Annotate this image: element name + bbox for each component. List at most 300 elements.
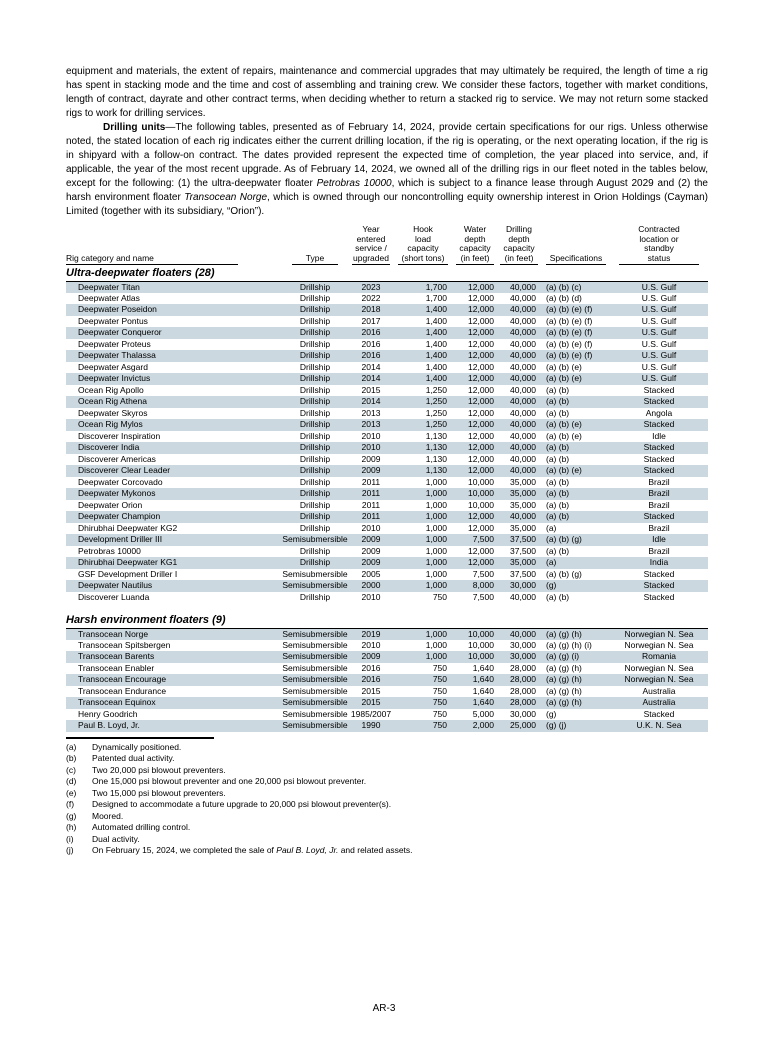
specifications-cell: (g) — [546, 580, 557, 591]
rig-type-cell: Drillship — [299, 350, 331, 361]
hook-load-cell: 1,400 — [425, 315, 447, 326]
hook-load-cell: 1,000 — [425, 499, 447, 510]
specifications-cell: (a) (b) (e) — [546, 430, 582, 441]
rig-type-cell: Drillship — [299, 361, 331, 372]
location-status-cell: Stacked — [643, 419, 675, 430]
column-header-drilling-depth: Drilling depth capacity (in feet) — [498, 225, 540, 265]
drilling-depth-cell: 40,000 — [510, 350, 536, 361]
hook-load-cell: 1,000 — [425, 476, 447, 487]
location-status-cell: Norwegian N. Sea — [624, 639, 694, 650]
drilling-depth-cell: 35,000 — [510, 476, 536, 487]
rig-name-cell: Transocean Enabler — [78, 662, 155, 673]
hook-load-cell: 1,130 — [425, 465, 447, 476]
hook-load-cell: 1,000 — [425, 534, 447, 545]
hook-load-cell: 1,000 — [425, 545, 447, 556]
hook-load-cell: 1,400 — [425, 338, 447, 349]
year-entered-cell: 1985/2007 — [350, 708, 392, 719]
specifications-cell: (a) (b) (e) — [546, 361, 582, 372]
year-entered-cell: 2009 — [361, 534, 381, 545]
year-entered-cell: 2015 — [361, 384, 381, 395]
hook-load-cell: 1,000 — [425, 511, 447, 522]
drilling-depth-cell: 40,000 — [510, 338, 536, 349]
rig-type-cell: Semisubmersible — [282, 534, 348, 545]
year-entered-cell: 2016 — [361, 338, 381, 349]
column-header-type: Type — [282, 225, 348, 265]
location-status-cell: U.S. Gulf — [641, 292, 677, 303]
specifications-cell: (a) (b) (g) — [546, 534, 582, 545]
year-entered-cell: 2015 — [361, 685, 381, 696]
water-depth-cell: 12,000 — [468, 465, 494, 476]
hook-load-cell: 1,000 — [425, 568, 447, 579]
rig-name-cell: Deepwater Champion — [78, 511, 161, 522]
water-depth-cell: 12,000 — [468, 292, 494, 303]
rig-type-cell: Drillship — [299, 281, 331, 292]
footnote-segment: On February 15, 2024, we completed the sale of — [92, 845, 277, 855]
footnote — [66, 834, 708, 846]
rig-name-cell: Deepwater Mykonos — [78, 488, 156, 499]
water-depth-cell: 12,000 — [468, 453, 494, 464]
water-depth-cell: 12,000 — [468, 361, 494, 372]
location-status-cell: U.K. N. Sea — [636, 720, 682, 731]
rig-type-cell: Drillship — [299, 292, 331, 303]
year-entered-cell: 2015 — [361, 697, 381, 708]
footnote-segment: Moored. — [92, 810, 124, 821]
water-depth-cell: 12,000 — [468, 419, 494, 430]
specifications-cell: (a) (b) — [546, 476, 570, 487]
table-row — [66, 316, 708, 328]
footnote-segment: Designed to accommodate a future upgrade to 20,000 psi blowout preventer(s). — [92, 799, 392, 809]
water-depth-cell: 12,000 — [468, 557, 494, 568]
document-page — [0, 65, 768, 1058]
drilling-depth-cell: 40,000 — [510, 292, 536, 303]
table-row — [66, 534, 708, 546]
footnote — [66, 811, 708, 823]
location-status-cell: U.S. Gulf — [641, 338, 677, 349]
specifications-cell: (a) (b) — [546, 442, 570, 453]
table-row — [66, 697, 708, 709]
table-row — [66, 686, 708, 698]
water-depth-cell: 12,000 — [468, 373, 494, 384]
location-status-cell: Stacked — [643, 384, 675, 395]
rig-name-cell: Discoverer Luanda — [78, 591, 150, 602]
rig-name-cell: Discoverer Americas — [78, 453, 156, 464]
rig-name-cell: Ocean Rig Mylos — [78, 419, 143, 430]
table-row — [66, 651, 708, 663]
location-status-cell: Brazil — [648, 488, 670, 499]
specifications-cell: (a) (b) — [546, 396, 570, 407]
drilling-depth-cell: 28,000 — [510, 697, 536, 708]
section-title: Harsh environment floaters (9) — [66, 612, 708, 628]
rig-name-cell: Deepwater Nautilus — [78, 580, 153, 591]
year-entered-cell: 2010 — [361, 522, 381, 533]
location-status-cell: India — [649, 557, 669, 568]
water-depth-cell: 10,000 — [468, 499, 494, 510]
water-depth-cell: 10,000 — [468, 651, 494, 662]
rig-name-cell: Deepwater Pontus — [78, 315, 148, 326]
drilling-depth-cell: 40,000 — [510, 361, 536, 372]
rig-name-cell: Development Driller III — [78, 534, 163, 545]
column-header-hook-load: Hook load capacity (short tons) — [394, 225, 452, 265]
footnotes — [66, 742, 708, 857]
footnote-text — [92, 811, 708, 823]
footnote-label: (h) — [66, 822, 77, 832]
footnote-text — [92, 742, 708, 754]
year-entered-cell: 2023 — [361, 281, 381, 292]
drilling-depth-cell: 40,000 — [510, 628, 536, 639]
rig-name-cell: Transocean Spitsbergen — [78, 639, 171, 650]
hook-load-cell: 1,250 — [425, 407, 447, 418]
rig-type-cell: Semisubmersible — [282, 628, 348, 639]
specifications-cell: (a) (b) — [546, 591, 570, 602]
specifications-cell: (a) — [546, 557, 557, 568]
table-row — [66, 385, 708, 397]
rig-type-cell: Drillship — [299, 384, 331, 395]
footnote-segment: Two 15,000 psi blowout preventers. — [92, 787, 226, 798]
footnote — [66, 799, 708, 811]
footnote-text — [92, 822, 708, 834]
drilling-depth-cell: 40,000 — [510, 442, 536, 453]
year-entered-cell: 2014 — [361, 396, 381, 407]
footnote — [66, 753, 708, 765]
hook-load-cell: 1,400 — [425, 304, 447, 315]
table-row — [66, 523, 708, 535]
hook-load-cell: 1,250 — [425, 419, 447, 430]
hook-load-cell: 750 — [432, 685, 447, 696]
specifications-cell: (a) (g) (h) (i) — [546, 639, 592, 650]
rig-name-cell: Deepwater Orion — [78, 499, 143, 510]
table-row — [66, 592, 708, 604]
table-body — [66, 265, 708, 732]
rig-type-cell: Drillship — [299, 327, 331, 338]
table-row — [66, 419, 708, 431]
water-depth-cell: 12,000 — [468, 407, 494, 418]
year-entered-cell: 2011 — [361, 499, 381, 510]
rig-name-cell: Deepwater Corcovado — [78, 476, 163, 487]
drilling-depth-cell: 35,000 — [510, 522, 536, 533]
drilling-depth-cell: 40,000 — [510, 373, 536, 384]
rig-type-cell: Semisubmersible — [282, 639, 348, 650]
footnote-text — [92, 788, 708, 800]
table-row — [66, 640, 708, 652]
rig-type-cell: Drillship — [299, 430, 331, 441]
year-entered-cell: 2014 — [361, 373, 381, 384]
specifications-cell: (a) (b) (e) (f) — [546, 304, 593, 315]
water-depth-cell: 12,000 — [468, 384, 494, 395]
hook-load-cell: 1,250 — [425, 396, 447, 407]
drilling-depth-cell: 28,000 — [510, 662, 536, 673]
footnote-label: (c) — [66, 764, 76, 775]
table-row — [66, 465, 708, 477]
year-entered-cell: 2016 — [361, 662, 381, 673]
year-entered-cell: 2010 — [361, 430, 381, 441]
hook-load-cell: 750 — [432, 674, 447, 685]
location-status-cell: Norwegian N. Sea — [624, 628, 694, 639]
year-entered-cell: 2000 — [361, 580, 381, 591]
hook-load-cell: 750 — [432, 591, 447, 602]
rig-type-cell: Semisubmersible — [282, 662, 348, 673]
rig-name-cell: Paul B. Loyd, Jr. — [78, 720, 140, 731]
column-header-water-depth: Water depth capacity (in feet) — [452, 225, 498, 265]
location-status-cell: U.S. Gulf — [641, 361, 677, 372]
location-status-cell: Stacked — [643, 591, 675, 602]
water-depth-cell: 5,000 — [472, 708, 494, 719]
rig-name-cell: Petrobras 10000 — [78, 545, 141, 556]
drilling-units-lead: Drilling units — [103, 122, 166, 133]
footnote-segment: Dual activity. — [92, 833, 140, 844]
table-row — [66, 373, 708, 385]
location-status-cell: Australia — [642, 685, 676, 696]
column-header-year: Year entered service / upgraded — [348, 225, 394, 265]
location-status-cell: Australia — [642, 697, 676, 708]
rig-type-cell: Drillship — [299, 522, 331, 533]
table-header-row — [66, 225, 708, 265]
rig-name-cell: Ocean Rig Apollo — [78, 384, 144, 395]
year-entered-cell: 2013 — [361, 407, 381, 418]
water-depth-cell: 1,640 — [472, 674, 494, 685]
drilling-depth-cell: 28,000 — [510, 674, 536, 685]
hook-load-cell: 1,130 — [425, 430, 447, 441]
water-depth-cell: 12,000 — [468, 338, 494, 349]
year-entered-cell: 2022 — [361, 292, 381, 303]
location-status-cell: Idle — [652, 534, 666, 545]
hook-load-cell: 1,000 — [425, 639, 447, 650]
footnote-segment: and related assets. — [338, 845, 413, 855]
rig-name-cell: Deepwater Proteus — [78, 338, 151, 349]
drilling-depth-cell: 40,000 — [510, 327, 536, 338]
hook-load-cell: 1,130 — [425, 442, 447, 453]
footnote-label: (e) — [66, 787, 77, 798]
content — [66, 65, 708, 857]
water-depth-cell: 12,000 — [468, 281, 494, 292]
rig-name-cell: Transocean Encourage — [78, 674, 167, 685]
specifications-cell: (g) (j) — [546, 720, 567, 731]
water-depth-cell: 10,000 — [468, 488, 494, 499]
water-depth-cell: 12,000 — [468, 430, 494, 441]
water-depth-cell: 12,000 — [468, 350, 494, 361]
drilling-depth-cell: 37,500 — [510, 568, 536, 579]
year-entered-cell: 2019 — [361, 628, 381, 639]
hook-load-cell: 750 — [432, 720, 447, 731]
specifications-cell: (a) (b) (e) — [546, 373, 582, 384]
column-header-rig-name: Rig category and name — [66, 225, 282, 265]
location-status-cell: Stacked — [643, 442, 675, 453]
hook-load-cell: 750 — [432, 697, 447, 708]
footnote — [66, 742, 708, 754]
specifications-cell: (g) — [546, 708, 557, 719]
footnote-label: (a) — [66, 741, 77, 752]
footnote-rig-name: Paul B. Loyd, Jr. — [276, 845, 339, 855]
rig-type-cell: Drillship — [299, 499, 331, 510]
footnote-label: (j) — [66, 845, 74, 855]
rig-type-cell: Drillship — [299, 419, 331, 430]
drilling-depth-cell: 40,000 — [510, 315, 536, 326]
table-row — [66, 709, 708, 721]
footnote — [66, 822, 708, 834]
specifications-cell: (a) (b) — [546, 488, 570, 499]
footnote-segment: Dynamically positioned. — [92, 741, 182, 752]
rig-name-cell: Discoverer India — [78, 442, 140, 453]
water-depth-cell: 12,000 — [468, 442, 494, 453]
hook-load-cell: 1,250 — [425, 384, 447, 395]
paragraph-continuation — [66, 65, 708, 121]
rig-type-cell: Semisubmersible — [282, 697, 348, 708]
rig-name-cell: Deepwater Skyros — [78, 407, 148, 418]
rig-name-cell: Deepwater Conqueror — [78, 327, 162, 338]
table-row — [66, 663, 708, 675]
footnote — [66, 845, 708, 857]
rig-type-cell: Drillship — [299, 488, 331, 499]
hook-load-cell: 750 — [432, 662, 447, 673]
hook-load-cell: 1,700 — [425, 281, 447, 292]
column-header-location: Contracted location or standby status — [610, 225, 708, 265]
specifications-cell: (a) (b) (e) — [546, 419, 582, 430]
rig-type-cell: Semisubmersible — [282, 674, 348, 685]
year-entered-cell: 2018 — [361, 304, 381, 315]
rig-name-cell: Transocean Equinox — [78, 697, 156, 708]
column-header-specifications: Specifications — [540, 225, 610, 265]
table-row — [66, 580, 708, 592]
water-depth-cell: 7,500 — [472, 534, 494, 545]
rig-type-cell: Drillship — [299, 396, 331, 407]
rig-name-petrobras-10000: Petrobras 10000 — [316, 178, 392, 189]
footnote-segment: Automated drilling control. — [92, 822, 191, 832]
water-depth-cell: 10,000 — [468, 639, 494, 650]
footnote — [66, 765, 708, 777]
table-row — [66, 488, 708, 500]
specifications-cell: (a) (b) (e) (f) — [546, 327, 593, 338]
specifications-cell: (a) (b) (e) (f) — [546, 350, 593, 361]
drilling-depth-cell: 40,000 — [510, 465, 536, 476]
footnote-text — [92, 834, 708, 846]
year-entered-cell: 2009 — [361, 465, 381, 476]
section-gap — [66, 603, 708, 612]
rig-name-cell: Dhirubhai Deepwater KG1 — [78, 557, 178, 568]
water-depth-cell: 12,000 — [468, 396, 494, 407]
rig-type-cell: Drillship — [299, 304, 331, 315]
specifications-cell: (a) (b) — [546, 499, 570, 510]
rig-type-cell: Drillship — [299, 373, 331, 384]
drilling-depth-cell: 40,000 — [510, 281, 536, 292]
water-depth-cell: 12,000 — [468, 304, 494, 315]
water-depth-cell: 7,500 — [472, 591, 494, 602]
hook-load-cell: 750 — [432, 708, 447, 719]
water-depth-cell: 12,000 — [468, 522, 494, 533]
year-entered-cell: 2011 — [361, 476, 381, 487]
location-status-cell: Brazil — [648, 499, 670, 510]
rig-name-cell: Ocean Rig Athena — [78, 396, 147, 407]
location-status-cell: U.S. Gulf — [641, 315, 677, 326]
location-status-cell: U.S. Gulf — [641, 327, 677, 338]
specifications-cell: (a) (g) (h) — [546, 685, 582, 696]
location-status-cell: Stacked — [643, 396, 675, 407]
footnote-label: (d) — [66, 776, 77, 786]
year-entered-cell: 2011 — [361, 511, 381, 522]
specifications-cell: (a) (g) (h) — [546, 674, 582, 685]
specifications-cell: (a) (b) (e) (f) — [546, 315, 593, 326]
rig-name-cell: Deepwater Asgard — [78, 361, 148, 372]
water-depth-cell: 1,640 — [472, 662, 494, 673]
drilling-depth-cell: 40,000 — [510, 430, 536, 441]
water-depth-cell: 10,000 — [468, 628, 494, 639]
drilling-depth-cell: 40,000 — [510, 453, 536, 464]
location-status-cell: Brazil — [648, 545, 670, 556]
footnote-label: (f) — [66, 799, 75, 809]
table-row — [66, 350, 708, 362]
table-row — [66, 477, 708, 489]
year-entered-cell: 2014 — [361, 361, 381, 372]
year-entered-cell: 2011 — [361, 488, 381, 499]
rig-type-cell: Semisubmersible — [282, 708, 348, 719]
location-status-cell: Idle — [652, 430, 666, 441]
page-number: AR-3 — [372, 1003, 396, 1014]
specifications-cell: (a) (b) — [546, 384, 570, 395]
section-title-row — [66, 265, 708, 281]
footnote — [66, 776, 708, 788]
location-status-cell: Romania — [641, 651, 677, 662]
specifications-cell: (a) (b) (g) — [546, 568, 582, 579]
rig-type-cell: Semisubmersible — [282, 568, 348, 579]
specifications-cell: (a) (g) (h) — [546, 697, 582, 708]
footnote-segment: Two 20,000 psi blowout preventers. — [92, 764, 226, 775]
footnote-separator — [66, 737, 214, 739]
year-entered-cell: 1990 — [361, 720, 381, 731]
footnote — [66, 788, 708, 800]
rig-name-cell: GSF Development Driller I — [78, 568, 178, 579]
hook-load-cell: 1,000 — [425, 522, 447, 533]
table-row — [66, 304, 708, 316]
location-status-cell: Stacked — [643, 568, 675, 579]
water-depth-cell: 7,500 — [472, 568, 494, 579]
rig-name-cell: Deepwater Thalassa — [78, 350, 156, 361]
year-entered-cell: 2009 — [361, 545, 381, 556]
location-status-cell: Stacked — [643, 453, 675, 464]
footnote-text — [92, 776, 708, 788]
hook-load-cell: 1,130 — [425, 453, 447, 464]
location-status-cell: U.S. Gulf — [641, 373, 677, 384]
table-row — [66, 500, 708, 512]
footnote-text — [92, 799, 708, 811]
footnote-text — [92, 845, 708, 857]
water-depth-cell: 12,000 — [468, 315, 494, 326]
table-row — [66, 546, 708, 558]
table-row — [66, 557, 708, 569]
rig-type-cell: Semisubmersible — [282, 580, 348, 591]
table-row — [66, 339, 708, 351]
year-entered-cell: 2013 — [361, 419, 381, 430]
footnote-label: (g) — [66, 810, 77, 821]
table-row — [66, 674, 708, 686]
footnote-segment: One 15,000 psi blowout preventer and one 20,000 psi blowout preventer. — [92, 776, 367, 786]
drilling-depth-cell: 35,000 — [510, 557, 536, 568]
year-entered-cell: 2005 — [361, 568, 381, 579]
specifications-cell: (a) — [546, 522, 557, 533]
rig-type-cell: Drillship — [299, 545, 331, 556]
rig-name-cell: Deepwater Atlas — [78, 292, 140, 303]
specifications-cell: (a) (g) (h) — [546, 628, 582, 639]
table-head — [66, 225, 708, 265]
hook-load-cell: 1,700 — [425, 292, 447, 303]
table-row — [66, 442, 708, 454]
rig-name-cell: Deepwater Titan — [78, 281, 140, 292]
location-status-cell: U.S. Gulf — [641, 281, 677, 292]
footnote-text — [92, 765, 708, 777]
drilling-depth-cell: 35,000 — [510, 488, 536, 499]
rig-name-cell: Discoverer Clear Leader — [78, 465, 171, 476]
water-depth-cell: 1,640 — [472, 685, 494, 696]
location-status-cell: Stacked — [643, 511, 675, 522]
drilling-depth-cell: 30,000 — [510, 651, 536, 662]
water-depth-cell: 10,000 — [468, 476, 494, 487]
